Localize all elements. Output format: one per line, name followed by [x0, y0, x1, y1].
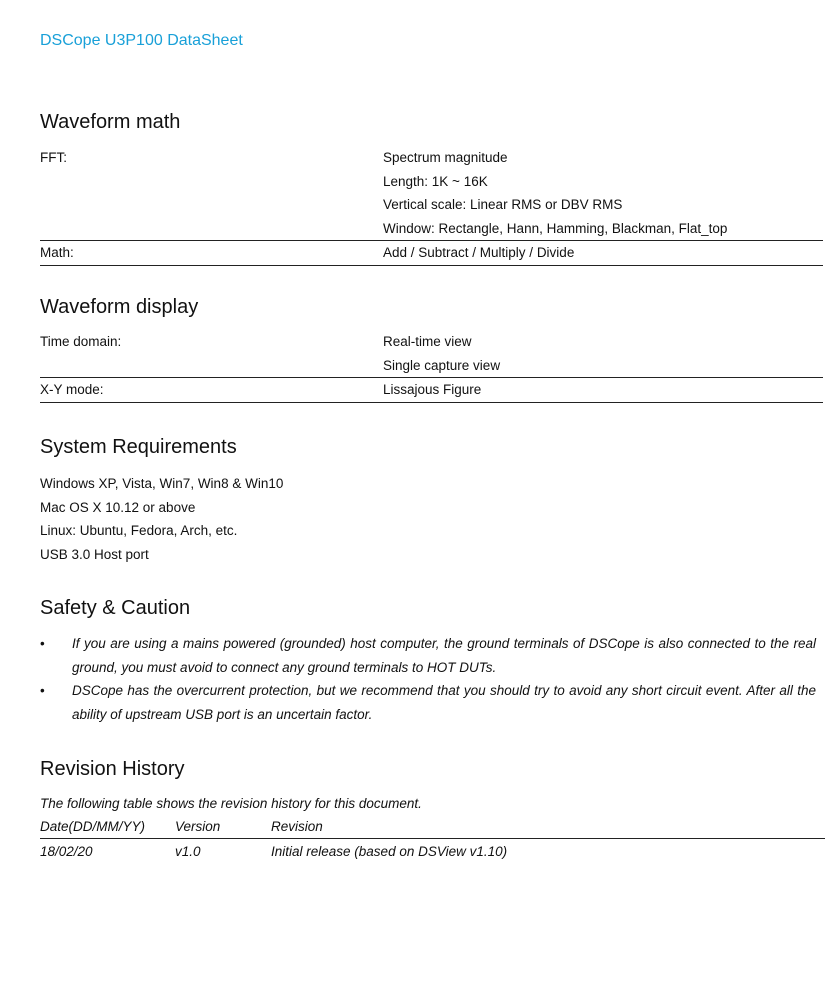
column-header-date: Date(DD/MM/YY) — [40, 819, 146, 834]
requirement-item: Mac OS X 10.12 or above — [40, 499, 196, 515]
spec-values — [383, 378, 823, 402]
spec-value: Spectrum magnitude — [383, 150, 508, 165]
spec-label: FFT: — [40, 150, 67, 165]
waveform-display-title: Waveform display — [40, 296, 199, 318]
bullet-icon: • — [40, 636, 45, 651]
requirement-item: USB 3.0 Host port — [40, 546, 149, 562]
bullet-icon: • — [40, 683, 45, 698]
system-requirements-title: System Requirements — [40, 436, 237, 458]
spec-label: Time domain: — [40, 334, 122, 349]
revision-version: v1.0 — [175, 844, 201, 859]
spec-row-math — [40, 240, 823, 266]
spec-value: Add / Subtract / Multiply / Divide — [383, 245, 575, 260]
column-header-revision: Revision — [271, 819, 323, 834]
spec-values — [383, 146, 823, 240]
spec-row-xy-mode — [40, 377, 823, 403]
revision-table-header — [40, 816, 825, 839]
revision-history-table — [40, 816, 825, 863]
spec-value: Lissajous Figure — [383, 382, 482, 397]
requirement-item: Windows XP, Vista, Win7, Win8 & Win10 — [40, 476, 284, 491]
revision-date: 18/02/20 — [40, 844, 93, 859]
table-row — [40, 841, 825, 863]
safety-caution-list — [40, 632, 816, 726]
document-header-title: DSCope U3P100 DataSheet — [40, 32, 243, 49]
spec-value: Length: 1K ~ 16K — [383, 173, 488, 189]
spec-values — [383, 241, 823, 265]
revision-history-title: Revision History — [40, 758, 185, 780]
spec-value: Single capture view — [383, 357, 501, 373]
spec-label: X-Y mode: — [40, 382, 104, 397]
waveform-display-table — [40, 330, 823, 403]
spec-row-time-domain — [40, 330, 823, 377]
spec-value: Vertical scale: Linear RMS or DBV RMS — [383, 197, 623, 212]
waveform-math-title: Waveform math — [40, 111, 181, 133]
revision-history-intro: The following table shows the revision history for this document. — [40, 796, 422, 811]
safety-text: If you are using a mains powered (grounded) host computer, the ground terminals of DSCope is also connected to the real ground, you must avoid to connect any ground terminals to HOT DUTs. — [72, 636, 816, 675]
spec-row-fft — [40, 146, 823, 240]
spec-value: Window: Rectangle, Hann, Hamming, Blackman, Flat_top — [383, 220, 728, 236]
safety-item — [40, 679, 816, 726]
system-requirements-list — [40, 472, 823, 566]
safety-item — [40, 632, 816, 679]
safety-caution-title: Safety & Caution — [40, 597, 191, 619]
spec-label: Math: — [40, 245, 74, 260]
spec-values — [383, 330, 823, 377]
requirement-item: Linux: Ubuntu, Fedora, Arch, etc. — [40, 523, 238, 538]
column-header-version: Version — [175, 819, 221, 834]
waveform-math-table — [40, 146, 823, 266]
revision-description: Initial release (based on DSView v1.10) — [271, 844, 508, 859]
safety-text: DSCope has the overcurrent protection, but we recommend that you should try to avoid any short circuit event. After all the ability of upstream USB port is an uncertain factor. — [72, 683, 816, 722]
spec-value: Real-time view — [383, 334, 472, 349]
